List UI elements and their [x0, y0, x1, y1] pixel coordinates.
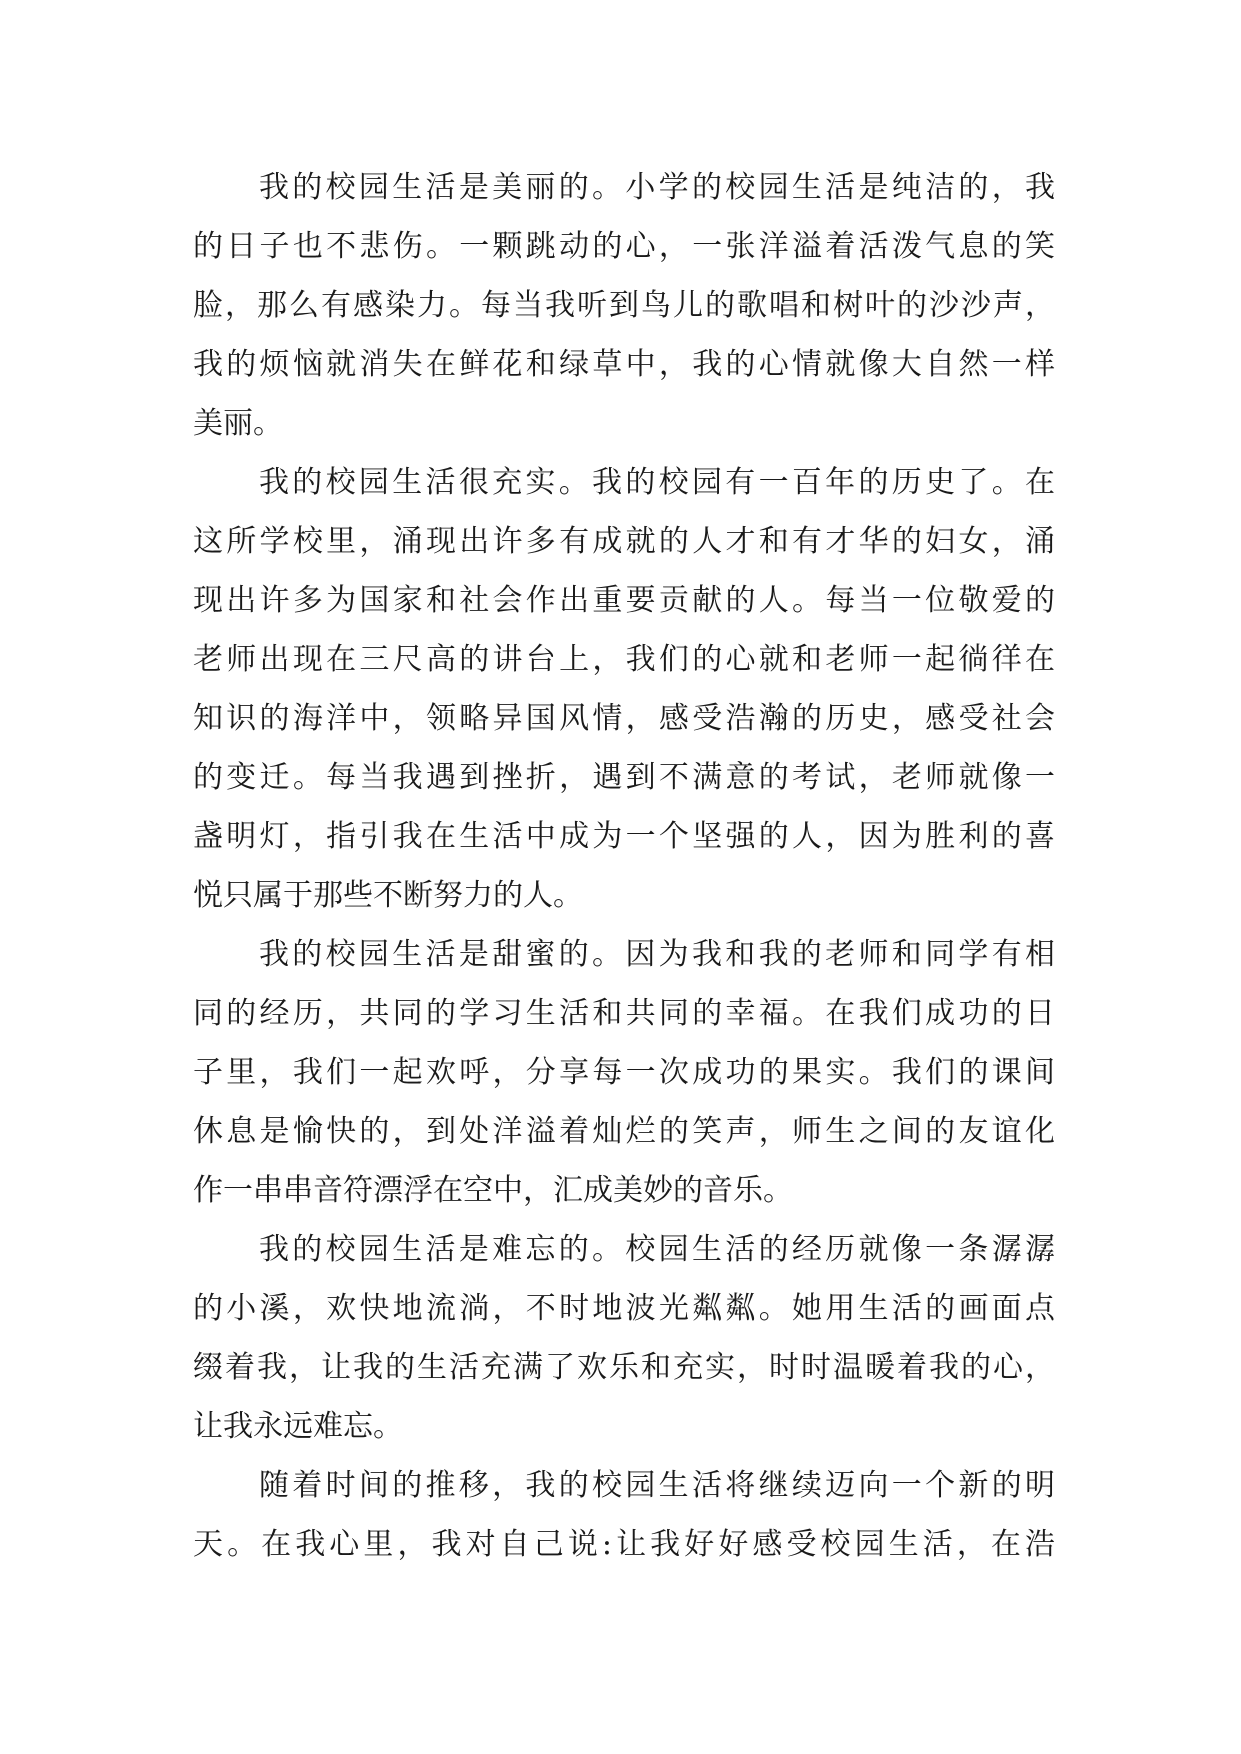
paragraph-4: [193, 1220, 1055, 1456]
text-line: 天。在我心里，我对自己说:让我好好感受校园生活，在浩: [193, 1527, 1055, 1562]
text-line: 休息是愉快的，到处洋溢着灿烂的笑声，师生之间的友谊化: [193, 1114, 1055, 1149]
paragraph-5: [193, 1456, 1055, 1574]
text-line: 随着时间的推移，我的校园生活将继续迈向一个新的明: [259, 1468, 1055, 1503]
text-line: 知识的海洋中，领略异国风情，感受浩瀚的历史，感受社会: [193, 701, 1055, 736]
text-line: 作一串串音符漂浮在空中，汇成美妙的音乐。: [193, 1173, 793, 1208]
text-line: 让我永远难忘。: [193, 1409, 403, 1444]
text-line: 同的经历，共同的学习生活和共同的幸福。在我们成功的日: [193, 996, 1055, 1031]
text-line: 的日子也不悲伤。一颗跳动的心，一张洋溢着活泼气息的笑: [193, 229, 1055, 264]
text-line: 子里，我们一起欢呼，分享每一次成功的果实。我们的课间: [193, 1055, 1055, 1090]
paragraph-2: [193, 453, 1055, 925]
text-line: 我的校园生活是甜蜜的。因为我和我的老师和同学有相: [259, 937, 1055, 972]
text-line: 缀着我，让我的生活充满了欢乐和充实，时时温暖着我的心，: [193, 1350, 1055, 1385]
text-line: 我的烦恼就消失在鲜花和绿草中，我的心情就像大自然一样: [193, 347, 1055, 382]
text-line: 这所学校里，涌现出许多有成就的人才和有才华的妇女，涌: [193, 524, 1055, 559]
text-line: 美丽。: [193, 406, 283, 441]
body-text: [193, 158, 1055, 1574]
text-line: 我的校园生活是美丽的。小学的校园生活是纯洁的，我: [259, 170, 1055, 205]
text-line: 我的校园生活是难忘的。校园生活的经历就像一条潺潺: [259, 1232, 1055, 1267]
text-line: 盏明灯，指引我在生活中成为一个坚强的人，因为胜利的喜: [193, 819, 1055, 854]
text-line: 的变迁。每当我遇到挫折，遇到不满意的考试，老师就像一: [193, 760, 1055, 795]
text-line: 悦只属于那些不断努力的人。: [193, 878, 583, 913]
text-line: 老师出现在三尺高的讲台上，我们的心就和老师一起徜徉在: [193, 642, 1055, 677]
paragraph-1: [193, 158, 1055, 453]
text-line: 脸，那么有感染力。每当我听到鸟儿的歌唱和树叶的沙沙声，: [193, 288, 1055, 323]
paragraph-3: [193, 925, 1055, 1220]
text-line: 现出许多为国家和社会作出重要贡献的人。每当一位敬爱的: [193, 583, 1055, 618]
text-line: 的小溪，欢快地流淌，不时地波光粼粼。她用生活的画面点: [193, 1291, 1055, 1326]
text-line: 我的校园生活很充实。我的校园有一百年的历史了。在: [259, 465, 1055, 500]
